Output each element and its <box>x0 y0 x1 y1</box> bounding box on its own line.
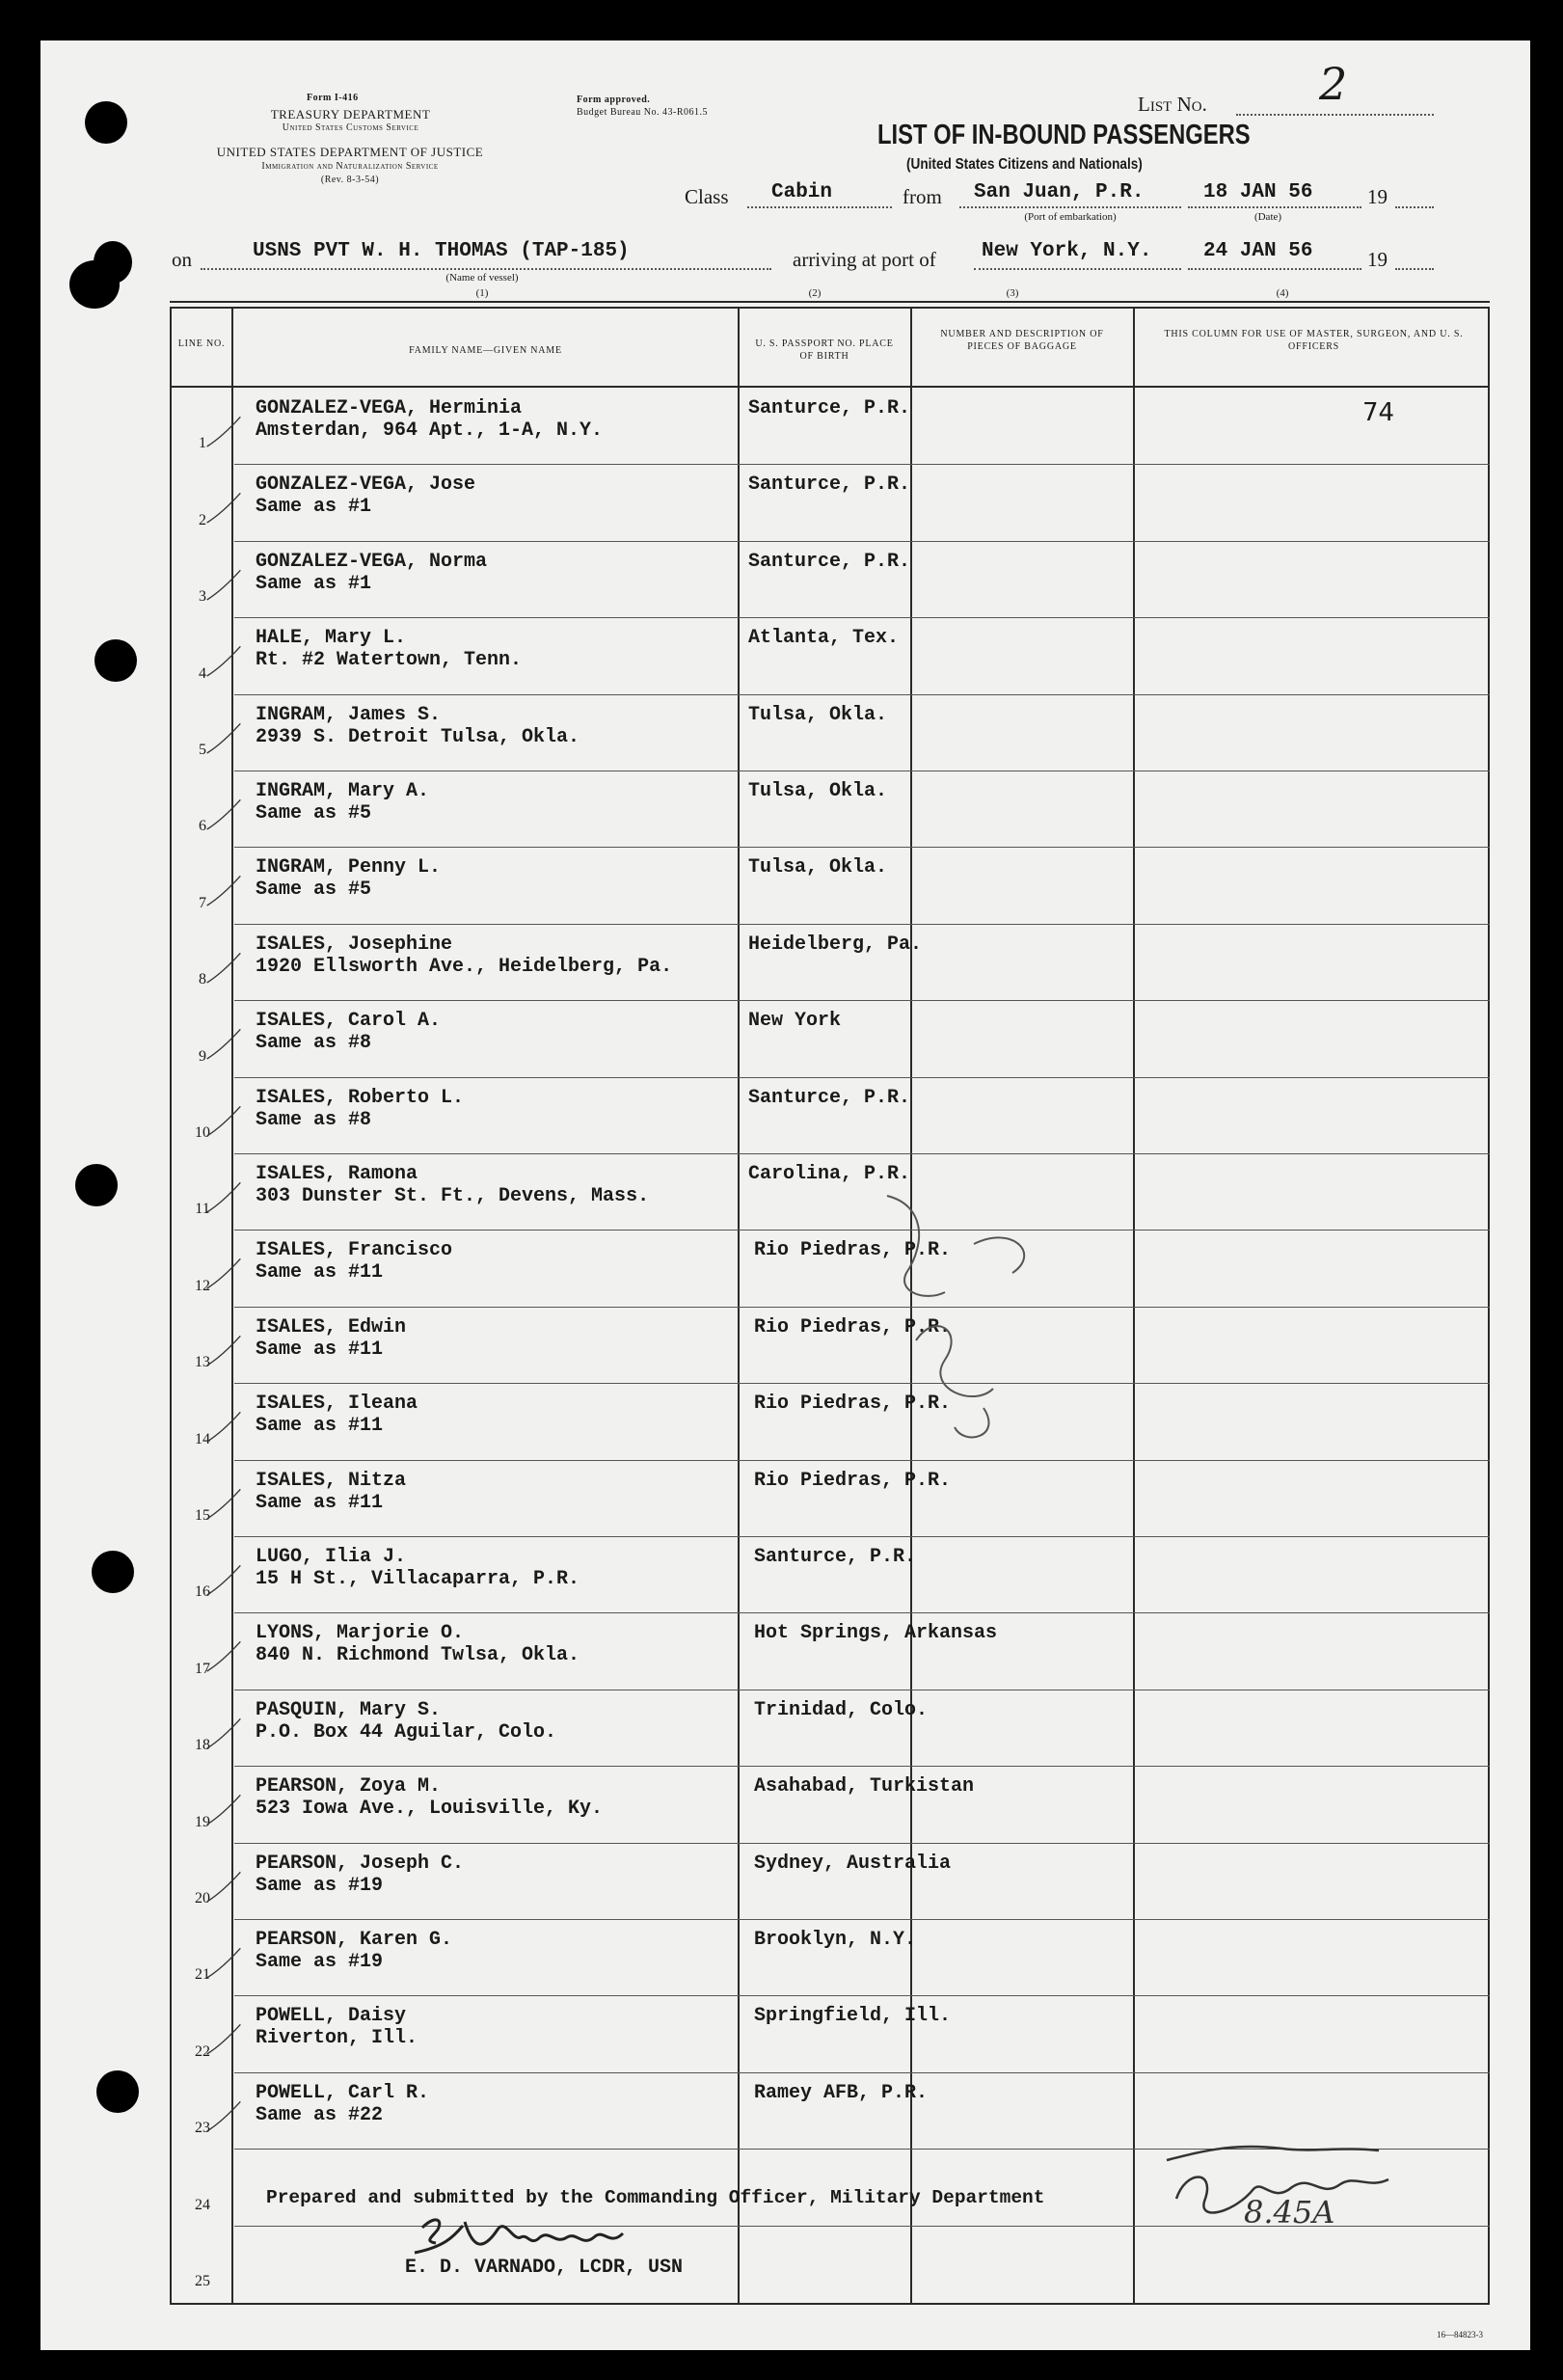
passenger-name: GONZALEZ-VEGA, Norma <box>256 550 488 573</box>
check-mark <box>204 560 243 609</box>
passenger-name: ISALES, Josephine <box>256 933 453 956</box>
place-of-birth: Rio Piedras, P.R. <box>754 1239 952 1262</box>
place-of-birth: Santurce, P.R. <box>748 473 911 497</box>
check-mark <box>204 1479 243 1528</box>
passenger-name: ISALES, Nitza <box>256 1469 407 1492</box>
passenger-name: ISALES, Ramona <box>256 1163 418 1185</box>
line-number: 15 <box>195 1507 210 1524</box>
table-top-rule <box>170 301 1490 303</box>
place-of-birth: Atlanta, Tex. <box>748 627 900 650</box>
check-mark <box>204 1862 243 1910</box>
check-mark <box>204 407 243 455</box>
passenger-address: 303 Dunster St. Ft., Devens, Mass. <box>256 1185 650 1207</box>
vessel-value: USNS PVT W. H. THOMAS (TAP-185) <box>253 240 630 262</box>
row-divider <box>234 1153 1490 1154</box>
passenger-address: 15 H St., Villacaparra, P.R. <box>256 1568 580 1590</box>
passenger-address: 1920 Ellsworth Ave., Heidelberg, Pa. <box>256 955 673 978</box>
passenger-address: 523 Iowa Ave., Louisville, Ky. <box>256 1798 604 1821</box>
arrival-port-value: New York, N.Y. <box>982 240 1152 262</box>
passenger-address: Same as #11 <box>256 1491 384 1514</box>
line-number: 18 <box>195 1737 210 1754</box>
line-number: 19 <box>195 1813 210 1830</box>
column-header-passport: U. S. PASSPORT NO. PLACE OF BIRTH <box>755 338 894 362</box>
list-no-line <box>1236 114 1434 116</box>
row-divider <box>234 1000 1490 1001</box>
check-mark <box>204 790 243 838</box>
passenger-address: P.O. Box 44 Aguilar, Colo. <box>256 1720 557 1744</box>
place-of-birth: Heidelberg, Pa. <box>748 933 923 956</box>
row-divider <box>234 1307 1490 1308</box>
form-approved: Form approved. <box>577 95 651 105</box>
line-number: 22 <box>195 2042 210 2060</box>
row-divider <box>234 1612 1490 1613</box>
year-line-2 <box>1395 268 1434 270</box>
arriving-label: arriving at port of <box>793 248 936 271</box>
class-line <box>747 206 892 208</box>
row-divider <box>234 2072 1490 2073</box>
list-no-label: List No. <box>1138 93 1207 116</box>
passenger-name: ISALES, Francisco <box>256 1239 453 1262</box>
column-number-2: (2) <box>808 287 822 299</box>
passenger-address: Same as #1 <box>256 496 372 519</box>
row-divider <box>234 1230 1490 1231</box>
passenger-address: Same as #8 <box>256 1108 372 1131</box>
check-mark <box>204 2092 243 2140</box>
place-of-birth: Brooklyn, N.Y. <box>754 1929 917 1951</box>
column-header-baggage: NUMBER AND DESCRIPTION OF PIECES OF BAGGAGE <box>940 329 1104 352</box>
line-number: 13 <box>195 1354 210 1371</box>
punch-hole <box>94 639 137 682</box>
form-number: Form I-416 <box>307 93 359 103</box>
class-label: Class <box>685 185 729 208</box>
row-divider <box>234 847 1490 848</box>
passenger-address: Same as #8 <box>256 1032 372 1055</box>
place-of-birth: Asahabad, Turkistan <box>754 1775 975 1799</box>
year-prefix-2: 19 <box>1367 248 1388 271</box>
officer-note: 74 <box>1362 398 1395 427</box>
place-of-birth: Sydney, Australia <box>754 1852 952 1875</box>
line-number: 21 <box>195 1966 210 1984</box>
check-mark <box>204 1249 243 1297</box>
place-of-birth: Rio Piedras, P.R. <box>754 1469 952 1492</box>
row-divider <box>234 924 1490 925</box>
place-of-birth: Santurce, P.R. <box>748 550 911 573</box>
passenger-name: PEARSON, Karen G. <box>256 1929 453 1951</box>
prepared-statement: Prepared and submitted by the Commanding Officer, Military Department <box>266 2187 1045 2208</box>
passenger-address: Same as #19 <box>256 1874 384 1897</box>
inspector-note: 8.45A <box>1244 2194 1335 2231</box>
place-of-birth: New York <box>748 1010 842 1033</box>
header-rule <box>170 386 1490 388</box>
row-divider <box>234 1919 1490 1920</box>
row-divider <box>234 694 1490 695</box>
check-mark <box>204 483 243 531</box>
budget-bureau: Budget Bureau No. 43-R061.5 <box>577 107 708 118</box>
line-number: 24 <box>195 2196 210 2213</box>
row-divider <box>234 1383 1490 1384</box>
treasury-department: TREASURY DEPARTMENT <box>270 107 431 122</box>
line-number: 9 <box>199 1047 206 1065</box>
ins-service: Immigration and Naturalization Service <box>261 161 439 172</box>
check-mark <box>204 636 243 685</box>
place-of-birth: Trinidad, Colo. <box>754 1698 929 1721</box>
customs-service: United States Customs Service <box>282 122 419 133</box>
place-of-birth: Tulsa, Okla. <box>748 780 888 802</box>
revision-date: (Rev. 8-3-54) <box>320 175 380 185</box>
port-caption: (Port of embarkation) <box>1024 211 1117 223</box>
line-number: 23 <box>195 2120 210 2137</box>
place-of-birth: Tulsa, Okla. <box>748 703 888 726</box>
year-line-1 <box>1395 206 1434 208</box>
passenger-name: ISALES, Ileana <box>256 1393 418 1416</box>
column-header-officers: THIS COLUMN FOR USE OF MASTER, SURGEON, AND U. S. OFFICERS <box>1164 329 1464 352</box>
signer-name: E. D. VARNADO, LCDR, USN <box>405 2257 684 2279</box>
line-number: 12 <box>195 1277 210 1294</box>
place-of-birth: Santurce, P.R. <box>748 1086 911 1109</box>
line-number: 11 <box>195 1201 210 1218</box>
check-mark <box>204 866 243 914</box>
from-label: from <box>903 185 942 208</box>
from-port-line <box>959 206 1181 208</box>
column-number-1: (1) <box>475 287 489 299</box>
check-mark <box>204 943 243 991</box>
line-number: 2 <box>199 511 206 528</box>
check-mark <box>204 714 243 762</box>
line-number: 17 <box>195 1660 210 1677</box>
punch-hole <box>96 2070 139 2113</box>
passenger-name: ISALES, Carol A. <box>256 1010 442 1033</box>
arrival-port-line <box>974 268 1181 270</box>
line-number: 20 <box>195 1890 210 1907</box>
passenger-address: Same as #11 <box>256 1261 384 1285</box>
arrival-date-line <box>1188 268 1361 270</box>
line-number: 8 <box>199 971 206 988</box>
passenger-name: POWELL, Carl R. <box>256 2081 430 2104</box>
place-of-birth: Rio Piedras, P.R. <box>754 1393 952 1416</box>
passenger-name: LYONS, Marjorie O. <box>256 1622 465 1645</box>
row-divider <box>234 541 1490 542</box>
passenger-name: PEARSON, Joseph C. <box>256 1852 465 1875</box>
line-number: 5 <box>199 742 206 758</box>
on-label: on <box>172 248 192 271</box>
passenger-name: INGRAM, James S. <box>256 703 442 726</box>
place-of-birth: Tulsa, Okla. <box>748 856 888 879</box>
row-divider <box>234 1077 1490 1078</box>
passenger-name: GONZALEZ-VEGA, Jose <box>256 473 476 497</box>
place-of-birth: Rio Piedras, P.R. <box>754 1315 952 1339</box>
punch-hole <box>75 1164 118 1206</box>
passenger-name: GONZALEZ-VEGA, Herminia <box>256 397 523 419</box>
passenger-address: Same as #5 <box>256 802 372 825</box>
row-divider <box>234 1843 1490 1844</box>
column-number-3: (3) <box>1006 287 1019 299</box>
line-number: 10 <box>195 1124 210 1141</box>
passenger-name: ISALES, Roberto L. <box>256 1086 465 1109</box>
passenger-name: POWELL, Daisy <box>256 2005 407 2028</box>
passenger-address: Same as #5 <box>256 879 372 902</box>
row-divider <box>234 1460 1490 1461</box>
passenger-name: INGRAM, Mary A. <box>256 780 430 802</box>
check-mark <box>204 1938 243 1987</box>
arrival-date-value: 24 JAN 56 <box>1203 240 1313 262</box>
row-divider <box>234 617 1490 618</box>
vessel-caption: (Name of vessel) <box>445 272 519 284</box>
passenger-address: Same as #22 <box>256 2103 384 2126</box>
date-caption: (Date) <box>1253 211 1282 223</box>
passenger-name: PASQUIN, Mary S. <box>256 1698 442 1721</box>
passenger-address: Same as #1 <box>256 572 372 595</box>
column-header-line-no: LINE NO. <box>177 338 226 349</box>
check-mark <box>204 1709 243 1757</box>
passenger-address: Same as #11 <box>256 1415 384 1438</box>
passenger-address: Rt. #2 Watertown, Tenn. <box>256 649 523 672</box>
check-mark <box>204 1402 243 1450</box>
passenger-name: LUGO, Ilia J. <box>256 1546 407 1568</box>
row-divider <box>234 1995 1490 1996</box>
check-mark <box>204 1326 243 1374</box>
passenger-address: Amsterdan, 964 Apt., 1-A, N.Y. <box>256 419 604 442</box>
punch-hole <box>92 1551 134 1593</box>
class-value: Cabin <box>771 181 833 203</box>
line-number: 3 <box>199 588 206 606</box>
passenger-address: Riverton, Ill. <box>256 2027 418 2050</box>
document-subtitle: (United States Citizens and Nationals) <box>906 156 1143 173</box>
place-of-birth: Santurce, P.R. <box>754 1546 917 1568</box>
check-mark <box>204 1019 243 1068</box>
passenger-name: ISALES, Edwin <box>256 1315 407 1339</box>
passenger-name: PEARSON, Zoya M. <box>256 1775 442 1799</box>
signature <box>405 2208 714 2266</box>
passenger-name: INGRAM, Penny L. <box>256 856 442 879</box>
check-mark <box>204 1785 243 1833</box>
place-of-birth: Springfield, Ill. <box>754 2005 952 2028</box>
check-mark <box>204 1096 243 1145</box>
row-divider <box>234 1536 1490 1537</box>
punch-hole <box>85 101 127 144</box>
from-date-value: 18 JAN 56 <box>1203 181 1313 203</box>
passenger-address: 2939 S. Detroit Tulsa, Okla. <box>256 725 580 748</box>
form-footer-code: 16—84823-3 <box>1437 2330 1483 2339</box>
row-divider <box>234 464 1490 465</box>
check-mark <box>204 1173 243 1221</box>
place-of-birth: Santurce, P.R. <box>748 397 911 419</box>
place-of-birth: Hot Springs, Arkansas <box>754 1622 998 1645</box>
place-of-birth: Carolina, P.R. <box>748 1163 911 1185</box>
line-number: 7 <box>199 894 206 911</box>
passenger-name: HALE, Mary L. <box>256 627 407 650</box>
passenger-address: Same as #19 <box>256 1951 384 1973</box>
justice-department: UNITED STATES DEPARTMENT OF JUSTICE <box>216 145 484 159</box>
place-of-birth: Ramey AFB, P.R. <box>754 2081 929 2104</box>
pencil-scribble <box>868 1186 1061 1456</box>
list-no-value: 2 <box>1319 58 1348 110</box>
vessel-line <box>201 268 771 270</box>
check-mark <box>204 1555 243 1604</box>
column-number-4: (4) <box>1276 287 1289 299</box>
row-divider <box>234 1766 1490 1767</box>
punch-hole <box>94 241 132 284</box>
document-title: LIST OF IN-BOUND PASSENGERS <box>877 120 1251 150</box>
line-number: 1 <box>199 435 206 452</box>
passenger-address: Same as #11 <box>256 1338 384 1361</box>
line-number: 16 <box>195 1583 210 1601</box>
column-header-name: FAMILY NAME—GIVEN NAME <box>409 345 562 356</box>
from-port-value: San Juan, P.R. <box>974 181 1145 203</box>
check-mark <box>204 2015 243 2063</box>
line-number: 6 <box>199 818 206 835</box>
check-mark <box>204 1632 243 1680</box>
from-date-line <box>1188 206 1361 208</box>
passenger-address: 840 N. Richmond Twlsa, Okla. <box>256 1644 580 1667</box>
line-number: 25 <box>195 2273 210 2289</box>
line-number: 4 <box>199 664 206 682</box>
line-number: 14 <box>195 1430 210 1447</box>
year-prefix-1: 19 <box>1367 185 1388 208</box>
